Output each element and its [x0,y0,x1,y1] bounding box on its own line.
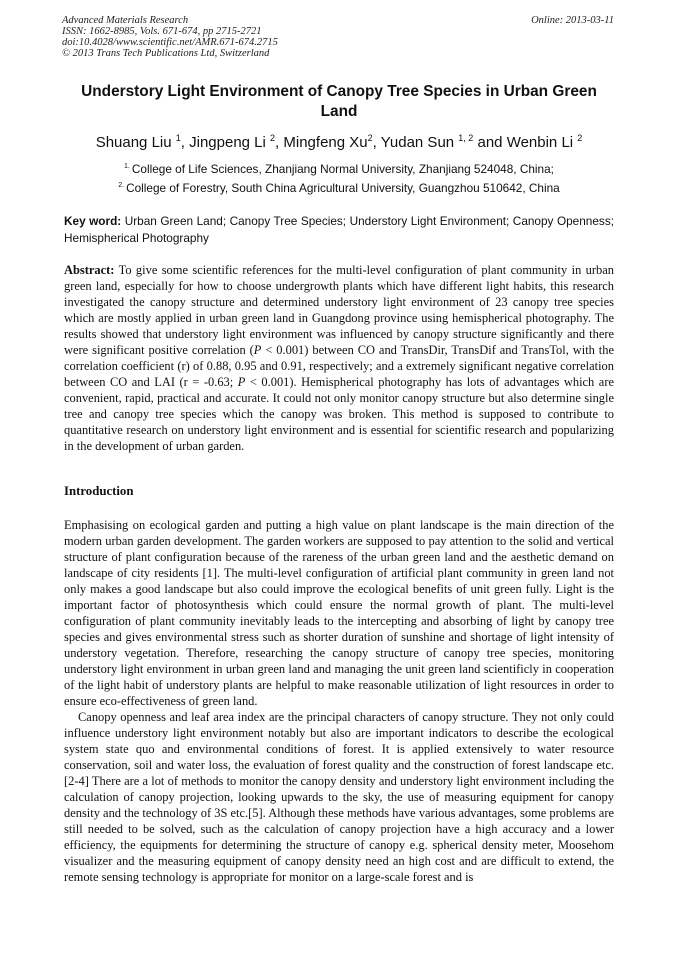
abstract-text: < 0.001) between CO and TransDir, TransDif and TransTol, with the correlation coefficient (r) of 0.88, 0.95 and 0.91, respectively; and a extremely significant negative correlation between CO and LAI (r = -0.63; [64,343,614,389]
paragraph: Canopy openness and leaf area index are the principal characters of canopy structure. They not only could influence understory light environment notably but also are important indicators to describe the ecological system state quo and environmental conditions of forest. It is applied extensively to water resource conservation, soil and water loss, the evaluation of forest quality and the construction of forest landscape etc.[2-4] There are a lot of methods to monitor the canopy density and understory light environment including the calculation of canopy projection, looking upwards to the sky, the use of measuring equipment for canopy density and the technology of 3S etc.[5]. Although these methods have various advantages, some problems are still needed to be solved, such as the calculation of canopy projection have a high accuracy and a lower efficiency, the equipments for determining the structure of canopy e.g. spherical density meter, Moosehom visualizer and the measuring equipment of canopy density need an high cost and are difficult to extend, the remote sensing technology is appropriate for monitor on a large-scale forest and is [64,710,614,884]
keywords-label: Key word: [64,214,122,228]
p-symbol: P [253,343,262,357]
paper-title: Understory Light Environment of Canopy Tree Species in Urban Green Land [81,83,597,120]
author-separator: and [473,134,507,151]
author-separator: , [372,134,381,151]
author-name: Jingpeng Li [189,134,271,151]
author-affiliation-mark: 1, 2 [458,133,474,143]
online-date: Online: 2013-03-11 [531,15,614,26]
author-affiliation-mark: 1 [175,133,181,143]
section-heading-introduction: Introduction [64,484,134,498]
author-name: Yudan Sun [380,134,459,151]
author-separator: , [180,134,190,151]
abstract [64,262,614,454]
affiliation-mark: 1. [124,163,130,171]
abstract-text: < 0.001). Hemispherical photography has lots of advantages which are convenient, rapid, practical and accurate. It could not only monitor canopy structure but also determine single tree and canopy tree species which the canopy was broken. This method is supposed to contribute to quantitative research on understory light environment and is essential for scientific research and popularizing in the development of urban garden. [64,375,614,453]
introduction-body [64,517,614,885]
affiliation-mark: 2. [118,182,125,190]
issn-line: ISSN: 1662-8985, Vols. 671-674, pp 2715-2721 [62,26,262,37]
journal-name: Advanced Materials Research [62,15,189,26]
keywords [64,213,614,246]
author-affiliation-mark: 2 [577,133,583,143]
journal-header [62,15,278,59]
affiliation-text: College of Forestry, South China Agricultural University, Guangzhou 510642, China [126,181,560,195]
affiliation-1 [62,162,616,177]
author-affiliation-mark: 2 [367,133,373,143]
abstract-label: Abstract: [64,263,115,277]
copyright-line: © 2013 Trans Tech Publications Ltd, Switzerland [62,48,270,59]
affiliation-2 [62,181,616,196]
doi-line: doi:10.4028/www.scientific.net/AMR.671-674.2715 [62,37,278,48]
affiliation-text: College of Life Sciences, Zhanjiang Normal University, Zhanjiang 524048, China; [131,162,554,176]
keywords-text: Urban Green Land; Canopy Tree Species; Understory Light Environment; Canopy Openness; Hemispherical Photography [64,214,614,245]
p-symbol: P [237,375,246,389]
author-name: Shuang Liu [95,134,176,151]
paragraph: Emphasising on ecological garden and putting a high value on plant landscape is the main direction of the modern urban garden development. The garden workers are supposed to pay attention to the solid and vertical structure of plant configuration because of the rareness of the urban green land and the aesthetic demand on landscape of city residents [1]. The multi-level configuration of artificial plant community in green land not only makes a good landscape but also could improve the ecological benefits of unit green fully. Light is the important factor of photosynthesis which could ensure the normal growth of plant. The multi-level configuration of plant community inevitably leads to the intercepting and absorbing of light by canopy tree species and gives environmental stress such as shorter duration of sunshine and shortage of light intensity of understory vegetation. Therefore, researching the canopy structure of canopy tree species, monitoring understory light environment in urban green land and managing the unit green land scientificly in cooperation of the light habit of understory plants are helpful to make reasonable utilization of light resources in order to ensure eco-effectiveness of green land. [64,518,614,708]
abstract-text: To give some scientific references for the multi-level configuration of plant community in urban green land, especially for how to choose undergrowth plants which have different light habits, this research investigated the canopy structure and determined understory light environment of 23 canopy tree species which are mostly applied in urban green land in Guangdong province using hemispherical photography. The results showed that understory light environment was influenced by canopy structure significantly and there were significant positive correlation ( [64,263,614,357]
author-list [62,133,616,153]
author-name: Wenbin Li [506,134,578,151]
author-separator: , [275,134,284,151]
author-affiliation-mark: 2 [270,133,276,143]
author-name: Mingfeng Xu [283,134,368,151]
